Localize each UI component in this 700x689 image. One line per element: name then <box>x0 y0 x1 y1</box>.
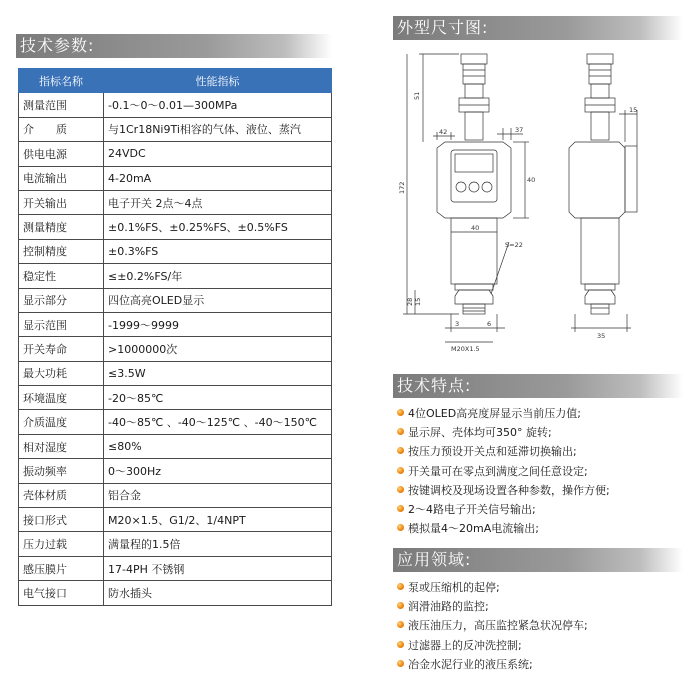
section-header-dimensions <box>393 16 683 40</box>
spec-name-cell: 控制精度 <box>19 239 104 263</box>
list-item: 模拟量4～20mA电流输出; <box>396 519 610 538</box>
table-row <box>19 288 332 312</box>
dim-label-15: 15 <box>414 297 422 306</box>
table-row <box>19 337 332 361</box>
list-item: 按键调校及现场设置各种参数，操作方便; <box>396 481 610 500</box>
spec-name-cell: 供电电源 <box>19 142 104 166</box>
spec-name-cell: 测量范围 <box>19 93 104 117</box>
spec-value-cell: ±0.3%FS <box>104 239 332 263</box>
dim-label-37: 37 <box>515 126 524 134</box>
table-row <box>19 459 332 483</box>
spec-value-cell: -0.1～0～0.01—300MPa <box>104 93 332 117</box>
dim-label-42: 42 <box>439 128 448 136</box>
applications-list <box>396 578 588 674</box>
table-row <box>19 361 332 385</box>
spec-value-cell: 17-4PH 不锈钢 <box>104 556 332 580</box>
table-row <box>19 142 332 166</box>
dim-label-thread: M20X1.5 <box>451 345 480 353</box>
spec-name-cell: 最大功耗 <box>19 361 104 385</box>
col-header-name: 指标名称 <box>19 69 104 93</box>
spec-name-cell: 测量精度 <box>19 215 104 239</box>
spec-table-body <box>19 93 332 605</box>
spec-name-cell: 振动频率 <box>19 459 104 483</box>
table-row <box>19 215 332 239</box>
table-row <box>19 581 332 605</box>
spec-name-cell: 环境温度 <box>19 386 104 410</box>
spec-value-cell: 铝合金 <box>104 483 332 507</box>
spec-value-cell: 电子开关 2点～4点 <box>104 190 332 214</box>
spec-name-cell: 开关输出 <box>19 190 104 214</box>
list-item: 过滤器上的反冲洗控制; <box>396 636 588 655</box>
table-row <box>19 434 332 458</box>
list-item: 泵或压缩机的起停; <box>396 578 588 597</box>
dim-label-s22: S=22 <box>505 241 523 249</box>
spec-name-cell: 介质温度 <box>19 410 104 434</box>
spec-value-cell: >1000000次 <box>104 337 332 361</box>
list-item: 按压力预设开关点和延滞切换输出; <box>396 442 610 461</box>
spec-value-cell: 0～300Hz <box>104 459 332 483</box>
spec-value-cell: -20～85℃ <box>104 386 332 410</box>
table-row <box>19 166 332 190</box>
dim-label-40-body: 40 <box>471 224 480 232</box>
spec-value-cell: 24VDC <box>104 142 332 166</box>
spec-name-cell: 接口形式 <box>19 508 104 532</box>
spec-value-cell: -40～85℃ 、-40～125℃ 、-40～150℃ <box>104 410 332 434</box>
dim-label-3: 3 <box>455 320 460 328</box>
spec-name-cell: 感压膜片 <box>19 556 104 580</box>
table-row <box>19 508 332 532</box>
table-row <box>19 264 332 288</box>
spec-name-cell: 介 质 <box>19 117 104 141</box>
spec-value-cell: ≤80% <box>104 434 332 458</box>
dim-label-35: 35 <box>597 332 606 340</box>
section-title: 技术参数: <box>20 36 95 55</box>
dim-label-15-right: 15 <box>629 106 638 114</box>
spec-name-cell: 压力过载 <box>19 532 104 556</box>
list-item: 显示屏、壳体均可350° 旋转; <box>396 423 610 442</box>
list-item: 液压油压力，高压监控紧急状况停车; <box>396 616 588 635</box>
table-row <box>19 93 332 117</box>
table-row <box>19 117 332 141</box>
dim-label-51: 51 <box>413 91 421 100</box>
spec-value-cell: 满量程的1.5倍 <box>104 532 332 556</box>
list-item: 开关量可在零点到满度之间任意设定; <box>396 462 610 481</box>
table-row <box>19 532 332 556</box>
list-item: 2～4路电子开关信号输出; <box>396 500 610 519</box>
spec-name-cell: 电流输出 <box>19 166 104 190</box>
spec-value-cell: ±0.1%FS、±0.25%FS、±0.5%FS <box>104 215 332 239</box>
spec-name-cell: 开关寿命 <box>19 337 104 361</box>
section-title: 技术特点: <box>397 376 472 395</box>
spec-value-cell: -1999～9999 <box>104 312 332 336</box>
col-header-value: 性能指标 <box>104 69 332 93</box>
spec-name-cell: 相对湿度 <box>19 434 104 458</box>
section-header-tech-params <box>16 34 332 58</box>
spec-value-cell: 4-20mA <box>104 166 332 190</box>
table-header-row <box>19 69 332 93</box>
spec-name-cell: 显示部分 <box>19 288 104 312</box>
spec-value-cell: ≤3.5W <box>104 361 332 385</box>
spec-value-cell: ≤±0.2%FS/年 <box>104 264 332 288</box>
list-item: 润滑油路的监控; <box>396 597 588 616</box>
dim-label-28: 28 <box>406 297 414 306</box>
dim-label-40-side: 40 <box>527 176 536 184</box>
table-row <box>19 410 332 434</box>
table-row <box>19 312 332 336</box>
spec-name-cell: 电气接口 <box>19 581 104 605</box>
dim-label-6: 6 <box>487 320 492 328</box>
dimension-drawing <box>393 42 693 362</box>
spec-name-cell: 显示范围 <box>19 312 104 336</box>
spec-value-cell: M20×1.5、G1/2、1/4NPT <box>104 508 332 532</box>
list-item: 冶金水泥行业的液压系统; <box>396 655 588 674</box>
table-row <box>19 190 332 214</box>
table-row <box>19 556 332 580</box>
table-row <box>19 239 332 263</box>
section-header-features <box>393 374 683 398</box>
table-row <box>19 483 332 507</box>
dim-label-172: 172 <box>398 181 406 194</box>
section-title: 应用领域: <box>397 550 472 569</box>
table-row <box>19 386 332 410</box>
spec-value-cell: 四位高亮OLED显示 <box>104 288 332 312</box>
section-title: 外型尺寸图: <box>397 18 489 37</box>
spec-value-cell: 与1Cr18Ni9Ti相容的气体、液位、蒸汽 <box>104 117 332 141</box>
spec-name-cell: 壳体材质 <box>19 483 104 507</box>
spec-value-cell: 防水插头 <box>104 581 332 605</box>
section-header-applications <box>393 548 683 572</box>
spec-table <box>18 68 332 606</box>
features-list <box>396 404 610 538</box>
list-item: 4位OLED高亮度屏显示当前压力值; <box>396 404 610 423</box>
spec-name-cell: 稳定性 <box>19 264 104 288</box>
